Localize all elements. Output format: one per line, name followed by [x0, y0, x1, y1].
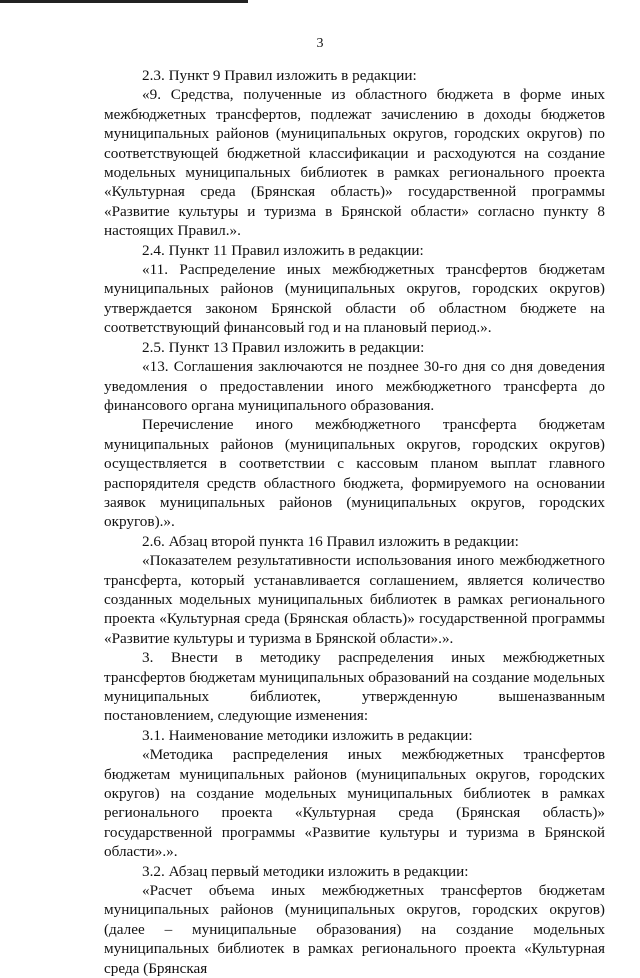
paragraph: 2.6. Абзац второй пункта 16 Правил изложить в редакции:	[142, 532, 519, 550]
document-body	[104, 66, 605, 978]
paragraph: «9. Средства, полученные из областного бюджета в форме иных межбюджетных трансфертов, подлежат зачислению в доходы бюджетов муниципальных районов (муниципальных округов, городских округов) по соответствующей бюджетной классификации и расходуются на создание модельных муниципальных библиотек в рамках регионального проекта «Культурная среда (Брянская область)» государственной программы «Развитие культуры и туризма в Брянской области» согласно пункту 8 настоящих Правил.».	[104, 86, 605, 240]
page-number: 3	[316, 36, 324, 51]
paragraph: Перечисление иного межбюджетного трансферта бюджетам муниципальных районов (муниципальных округов, городских округов) осуществляется в соответствии с кассовым планом выплат главного распорядителя средств областного бюджета, формируемого на основании заявок муниципальных районов (муниципальных округов, городских округов).».	[104, 416, 605, 531]
header-rule	[0, 0, 248, 3]
paragraph: «11. Распределение иных межбюджетных трансфертов бюджетам муниципальных районов (муниципальных округов, городских округов) утверждается законом Брянской области об областном бюджете на соответствующий финансовый год и на плановый период.».	[104, 261, 605, 337]
paragraph: 3.2. Абзац первый методики изложить в редакции:	[142, 862, 469, 880]
paragraph: 3. Внести в методику распределения иных межбюджетных трансфертов бюджетам муниципальных образований на создание модельных муниципальных библиотек, утвержденную вышеназванным постановлением, следующие изменения:	[104, 649, 605, 725]
paragraph: 2.5. Пункт 13 Правил изложить в редакции:	[142, 338, 425, 356]
paragraph: 3.1. Наименование методики изложить в редакции:	[142, 726, 473, 744]
paragraph: 2.3. Пункт 9 Правил изложить в редакции:	[142, 67, 417, 84]
paragraph: 2.4. Пункт 11 Правил изложить в редакции:	[142, 241, 424, 259]
paragraph: «Показателем результативности использования иного межбюджетного трансферта, который устанавливается соглашением, является количество созданных модельных муниципальных библиотек в рамках регионального проекта «Культурная среда (Брянская область)» государственной программы «Развитие культуры и туризма в Брянской области».».	[104, 552, 605, 647]
paragraph: «13. Соглашения заключаются не позднее 30-го дня со дня доведения уведомления о предоставлении иного межбюджетного трансферта до финансового органа муниципального образования.	[104, 358, 605, 414]
paragraph: «Методика распределения иных межбюджетных трансфертов бюджетам муниципальных районов (муниципальных округов, городских округов) на создание модельных муниципальных библиотек в рамках регионального проекта «Культурная среда (Брянская область)» государственной программы «Развитие культуры и туризма в Брянской области».».	[104, 746, 605, 861]
paragraph: «Расчет объема иных межбюджетных трансфертов бюджетам муниципальных районов (муниципальных округов, городских округов) (далее – муниципальные образования) на создание модельных муниципальных библиотек в рамках регионального проекта «Культурная среда (Брянская	[104, 882, 605, 977]
